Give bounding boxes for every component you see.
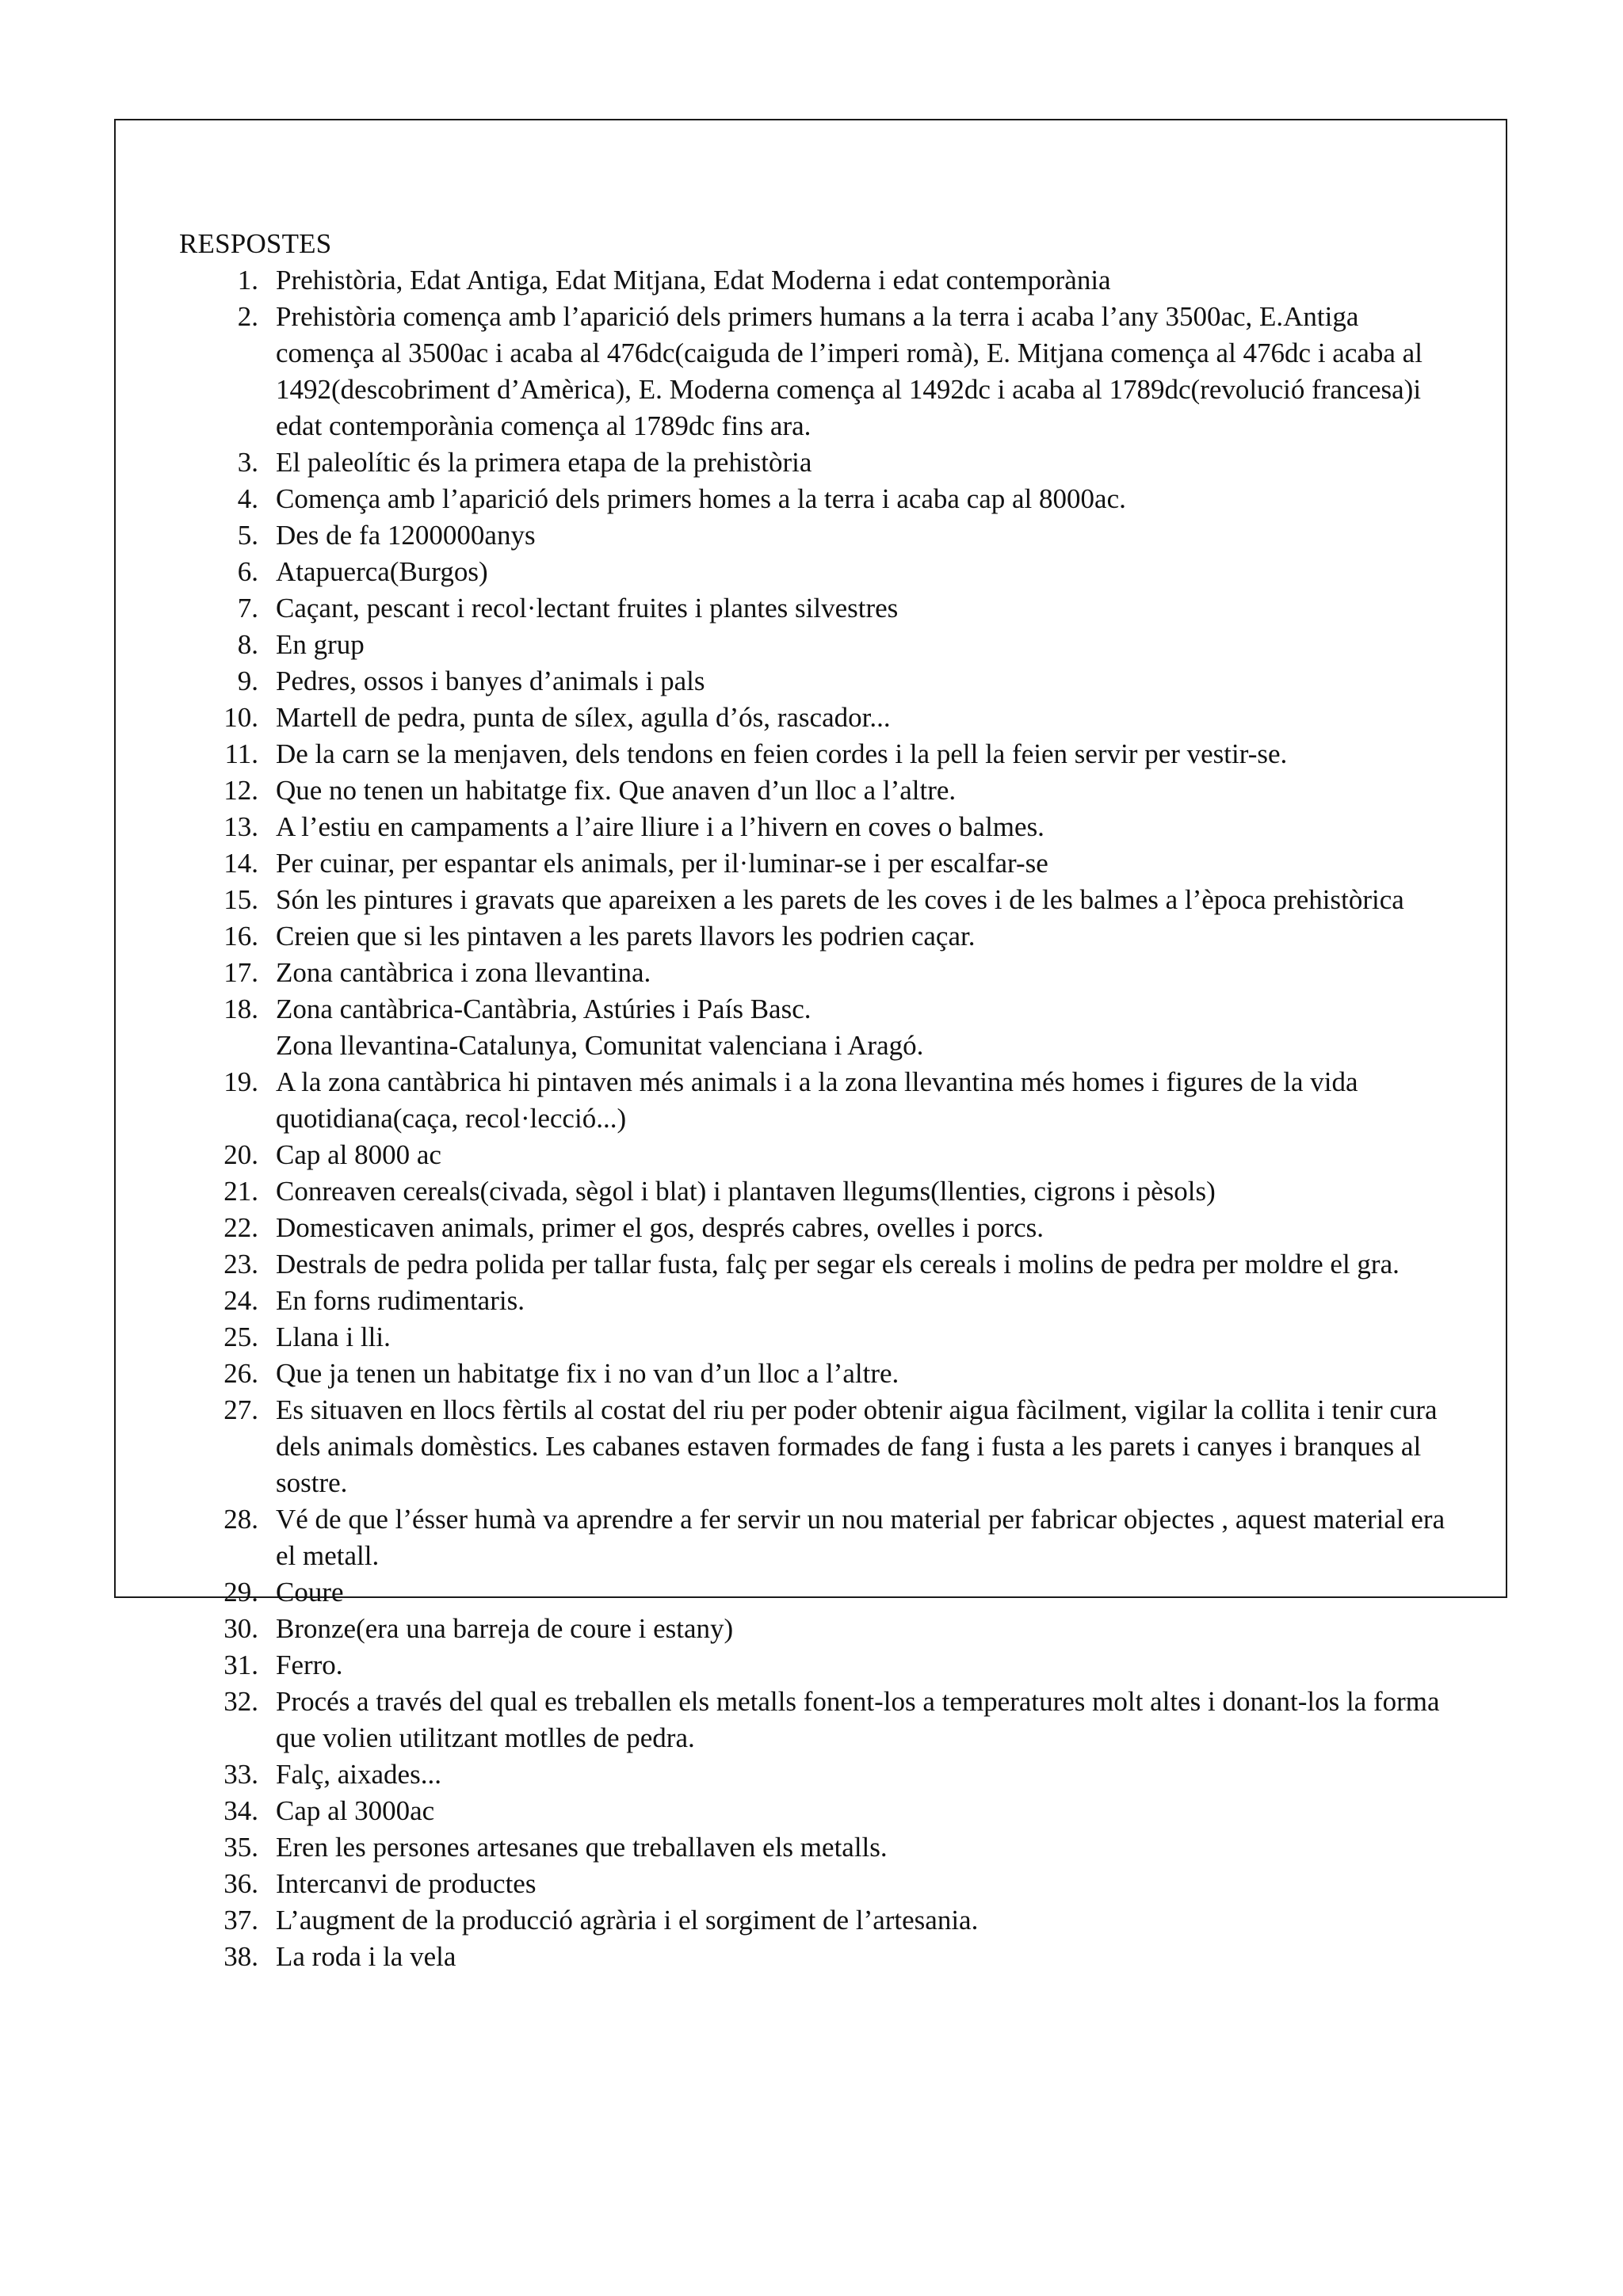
answer-text: A la zona cantàbrica hi pintaven més animals i a la zona llevantina més homes i figures de la vida quotidiana(caça, recol·lecció...) — [276, 1066, 1358, 1134]
answer-item — [179, 845, 1463, 882]
answer-item — [179, 1283, 1463, 1319]
answer-text: L’augment de la producció agrària i el sorgiment de l’artesania. — [276, 1905, 979, 1936]
answer-item — [179, 1319, 1463, 1356]
answer-text: Cap al 3000ac — [276, 1795, 435, 1826]
answer-number: 32. — [223, 1686, 258, 1717]
answer-number: 16. — [223, 921, 258, 952]
answer-text: Vé de que l’ésser humà va aprendre a fer servir un nou material per fabricar objectes , aquest material era el metall. — [276, 1504, 1445, 1571]
answer-number: 27. — [223, 1394, 258, 1425]
answer-text-second-line: Zona llevantina-Catalunya, Comunitat valenciana i Aragó. — [276, 1030, 924, 1061]
answer-item — [179, 809, 1463, 845]
answer-number: 24. — [223, 1285, 258, 1316]
answer-item — [179, 1866, 1463, 1902]
answer-item — [179, 299, 1463, 444]
answer-number: 19. — [223, 1066, 258, 1097]
answer-number: 8. — [237, 629, 258, 660]
answer-text: Zona cantàbrica i zona llevantina. — [276, 957, 651, 988]
answers-list — [179, 262, 1463, 1975]
answer-number: 22. — [223, 1212, 258, 1243]
answer-number: 29. — [223, 1577, 258, 1608]
answer-number: 13. — [223, 811, 258, 842]
answer-number: 31. — [223, 1650, 258, 1680]
answer-item — [179, 1684, 1463, 1756]
answer-text: Procés a través del qual es treballen els metalls fonent-los a temperatures molt altes i donant-los la forma que volien utilitzant motlles de pedra. — [276, 1686, 1440, 1753]
answer-text: De la carn se la menjaven, dels tendons en feien cordes i la pell la feien servir per vestir-se. — [276, 738, 1288, 769]
answer-text: Falç, aixades... — [276, 1759, 441, 1790]
answer-number: 2. — [237, 301, 258, 332]
answer-item — [179, 955, 1463, 991]
answer-number: 23. — [223, 1249, 258, 1280]
answer-item — [179, 1611, 1463, 1647]
answer-item — [179, 918, 1463, 955]
answer-item — [179, 1939, 1463, 1975]
answer-item — [179, 1064, 1463, 1137]
answer-number: 20. — [223, 1139, 258, 1170]
answer-item — [179, 991, 1463, 1064]
answer-text: Bronze(era una barreja de coure i estany) — [276, 1613, 734, 1644]
answer-item — [179, 517, 1463, 554]
answer-item — [179, 262, 1463, 299]
answer-item — [179, 444, 1463, 481]
answer-number: 6. — [237, 556, 258, 587]
answer-text: Eren les persones artesanes que treballaven els metalls. — [276, 1832, 888, 1863]
answer-item — [179, 1501, 1463, 1574]
answer-item — [179, 700, 1463, 736]
answer-text: Coure — [276, 1577, 344, 1608]
answer-text: A l’estiu en campaments a l’aire lliure i a l’hivern en coves o balmes. — [276, 811, 1044, 842]
answer-text: Creien que si les pintaven a les parets llavors les podrien caçar. — [276, 921, 976, 952]
answer-item — [179, 1793, 1463, 1829]
answer-text: Que ja tenen un habitatge fix i no van d’un lloc a l’altre. — [276, 1358, 899, 1389]
answer-item — [179, 1246, 1463, 1283]
answer-text: Martell de pedra, punta de sílex, agulla d’ós, rascador... — [276, 702, 891, 733]
answer-number: 30. — [223, 1613, 258, 1644]
answer-text: La roda i la vela — [276, 1941, 456, 1972]
answer-text: Caçant, pescant i recol·lectant fruites i plantes silvestres — [276, 593, 899, 624]
answer-text: Prehistòria, Edat Antiga, Edat Mitjana, Edat Moderna i edat contemporània — [276, 265, 1111, 296]
answer-text: Es situaven en llocs fèrtils al costat del riu per poder obtenir aigua fàcilment, vigilar la collita i tenir cura dels animals domèstics. Les cabanes estaven formades de fang i fusta a les parets i canyes i branques al sostre. — [276, 1394, 1438, 1498]
answer-item — [179, 772, 1463, 809]
answer-item — [179, 1356, 1463, 1392]
answer-item — [179, 1210, 1463, 1246]
answer-text: Prehistòria comença amb l’aparició dels primers humans a la terra i acaba l’any 3500ac, E.Antiga comença al 3500ac i acaba al 476dc(caiguda de l’imperi romà), E. Mitjana comença al 476dc i acaba al 1492(descobriment d’Amèrica), E. Moderna comença al 1492dc i acaba al 1789dc(revolució francesa)i edat contemporània comença al 1789dc fins ara. — [276, 301, 1423, 441]
answer-item — [179, 1574, 1463, 1611]
answer-number: 10. — [223, 702, 258, 733]
answer-item — [179, 1173, 1463, 1210]
answer-item — [179, 1392, 1463, 1501]
answer-number: 3. — [237, 447, 258, 478]
answer-item — [179, 1647, 1463, 1684]
answer-number: 34. — [223, 1795, 258, 1826]
answer-number: 12. — [223, 775, 258, 806]
answer-number: 35. — [223, 1832, 258, 1863]
answer-text: El paleolític és la primera etapa de la prehistòria — [276, 447, 812, 478]
answer-text: Conreaven cereals(civada, sègol i blat) i plantaven llegums(llenties, cigrons i pèsols) — [276, 1176, 1216, 1207]
answer-text: Domesticaven animals, primer el gos, després cabres, ovelles i porcs. — [276, 1212, 1044, 1243]
answer-text: Llana i lli. — [276, 1322, 391, 1352]
answer-text: En forns rudimentaris. — [276, 1285, 525, 1316]
answer-text: Atapuerca(Burgos) — [276, 556, 488, 587]
answer-number: 14. — [223, 848, 258, 879]
answer-number: 25. — [223, 1322, 258, 1352]
answer-item — [179, 1137, 1463, 1173]
answer-item — [179, 1902, 1463, 1939]
answer-number: 28. — [223, 1504, 258, 1535]
answer-text: En grup — [276, 629, 365, 660]
answer-number: 37. — [223, 1905, 258, 1936]
answer-number: 15. — [223, 884, 258, 915]
answer-text: Ferro. — [276, 1650, 343, 1680]
answer-number: 5. — [237, 520, 258, 551]
answer-text: Per cuinar, per espantar els animals, per il·luminar-se i per escalfar-se — [276, 848, 1048, 879]
answer-text: Destrals de pedra polida per tallar fusta, falç per segar els cereals i molins de pedra per moldre el gra. — [276, 1249, 1400, 1280]
answer-number: 26. — [223, 1358, 258, 1389]
answer-number: 17. — [223, 957, 258, 988]
answer-text: Pedres, ossos i banyes d’animals i pals — [276, 666, 705, 696]
answer-number: 18. — [223, 994, 258, 1024]
answer-item — [179, 736, 1463, 772]
answer-number: 21. — [223, 1176, 258, 1207]
answer-text: Zona cantàbrica-Cantàbria, Astúries i País Basc. — [276, 994, 812, 1024]
answer-text: Són les pintures i gravats que apareixen a les parets de les coves i de les balmes a l’època prehistòrica — [276, 884, 1404, 915]
answer-item — [179, 1829, 1463, 1866]
answer-item — [179, 882, 1463, 918]
answer-number: 11. — [224, 738, 258, 769]
answer-text: Intercanvi de productes — [276, 1868, 537, 1899]
answer-number: 1. — [237, 265, 258, 296]
answer-text: Cap al 8000 ac — [276, 1139, 441, 1170]
answer-text: Comença amb l’aparició dels primers homes a la terra i acaba cap al 8000ac. — [276, 483, 1126, 514]
document-heading: RESPOSTES — [179, 228, 332, 259]
answer-text: Des de fa 1200000anys — [276, 520, 536, 551]
answer-item — [179, 1756, 1463, 1793]
answer-item — [179, 554, 1463, 590]
answer-item — [179, 590, 1463, 627]
answer-number: 36. — [223, 1868, 258, 1899]
answer-item — [179, 481, 1463, 517]
answer-item — [179, 663, 1463, 700]
answer-number: 38. — [223, 1941, 258, 1972]
answer-number: 4. — [237, 483, 258, 514]
answer-item — [179, 627, 1463, 663]
answer-number: 7. — [237, 593, 258, 624]
answer-text: Que no tenen un habitatge fix. Que anaven d’un lloc a l’altre. — [276, 775, 957, 806]
answer-number: 33. — [223, 1759, 258, 1790]
answer-number: 9. — [237, 666, 258, 696]
